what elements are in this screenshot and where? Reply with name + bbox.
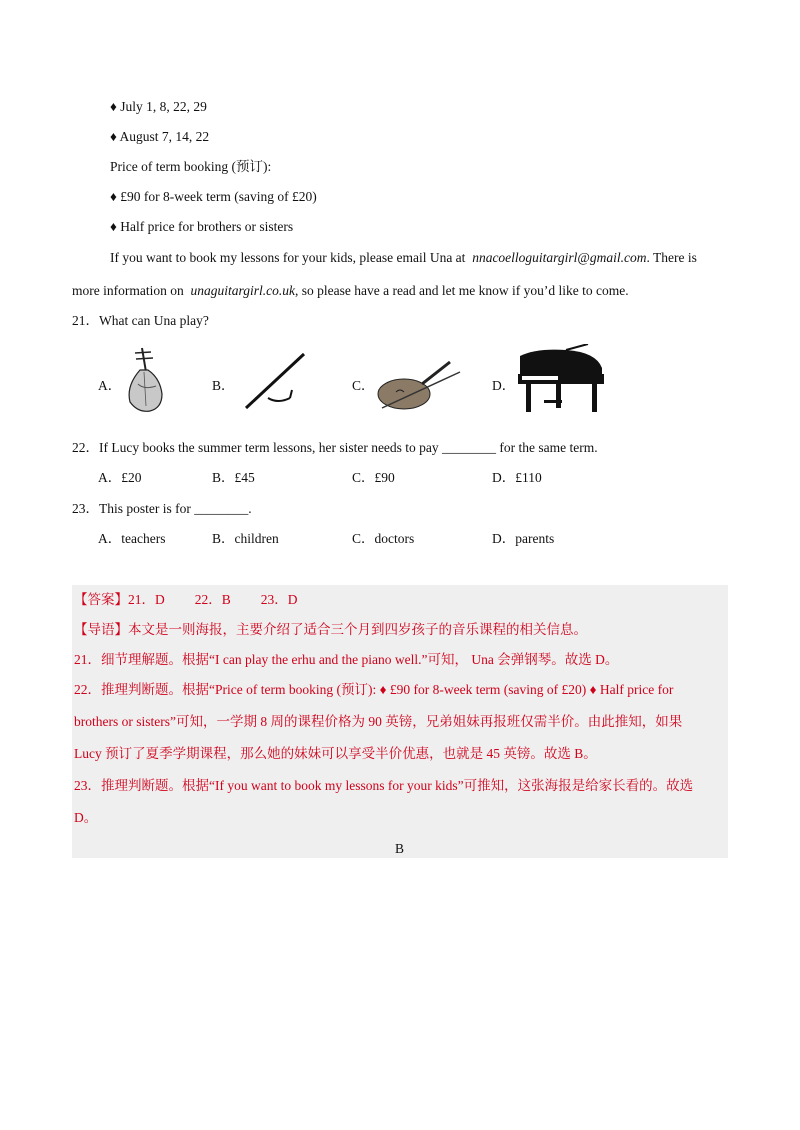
contact-line-2 xyxy=(72,282,629,300)
pipa-icon xyxy=(118,346,170,414)
q23-option-b[interactable]: B．children xyxy=(212,531,279,546)
email-link[interactable]: nnacoelloguitargirl@gmail.com xyxy=(472,250,647,265)
answer-tag: 【答案】 xyxy=(74,592,128,607)
contact-text-2b: , so please have a read and let me know if you’d like to come. xyxy=(294,283,629,298)
q21-option-c-label: C． xyxy=(352,378,375,393)
answer-21: 21．D xyxy=(128,592,165,607)
guide-line xyxy=(74,621,587,639)
guide-tag: 【导语】 xyxy=(74,622,128,637)
q22-stem: 22．If Lucy books the summer term lessons, her sister needs to pay ________ for the same term. xyxy=(72,440,598,455)
price-heading: Price of term booking (预订): xyxy=(110,159,272,174)
q21-stem: 21．What can Una play? xyxy=(72,313,209,328)
q23-option-a[interactable]: A．teachers xyxy=(98,531,166,546)
guide-text: 本文是一则海报，主要介绍了适合三个月到四岁孩子的音乐课程的相关信息。 xyxy=(128,622,587,637)
contact-line-1 xyxy=(110,249,697,267)
violin-icon xyxy=(372,352,464,414)
q22-option-a[interactable]: A．£20 xyxy=(98,470,142,485)
explanation-23-line-1: 23．推理判断题。根据“If you want to book my lessons for your kids”可推知，这张海报是给家长看的。故选 xyxy=(74,778,694,793)
explanation-23-line-2: D。 xyxy=(74,810,98,825)
q21-option-b-label: B． xyxy=(212,378,235,393)
price-siblings: ♦ Half price for brothers or sisters xyxy=(110,219,294,234)
q23-stem: 23．This poster is for ________. xyxy=(72,501,252,516)
q23-option-c[interactable]: C．doctors xyxy=(352,531,415,546)
explanation-22-line-1: 22．推理判断题。根据“Price of term booking (预订): ♦ £90 for 8-week term (saving of £20) ♦ Half price for xyxy=(74,682,674,697)
explanation-22-line-3: Lucy 预订了夏季学期课程，那么她的妹妹可以享受半价优惠，也就是 45 英镑。故选 B。 xyxy=(74,746,597,761)
q22-option-c[interactable]: C．£90 xyxy=(352,470,395,485)
flute-icon xyxy=(238,350,310,412)
answer-line xyxy=(74,591,298,609)
contact-text-1b: . There is xyxy=(646,250,697,265)
piano-icon xyxy=(516,344,606,416)
q23-option-d[interactable]: D．parents xyxy=(492,531,555,546)
q22-option-d[interactable]: D．£110 xyxy=(492,470,542,485)
q21-option-a-label: A． xyxy=(98,378,122,393)
schedule-august: ♦ August 7, 14, 22 xyxy=(110,129,210,144)
price-term: ♦ £90 for 8-week term (saving of £20) xyxy=(110,189,317,204)
contact-text-2a: more information on xyxy=(72,283,184,298)
q21-option-d-label: D． xyxy=(492,378,516,393)
contact-text-1a: If you want to book my lessons for your kids, please email Una at xyxy=(110,250,466,265)
answer-22: 22．B xyxy=(194,592,231,607)
schedule-july: ♦ July 1, 8, 22, 29 xyxy=(110,99,207,114)
explanation-21: 21．细节理解题。根据“I can play the erhu and the piano well.”可知， Una 会弹钢琴。故选 D。 xyxy=(74,652,619,667)
footer-mark: B xyxy=(395,841,405,856)
answer-23: 23．D xyxy=(260,592,298,607)
q22-option-b[interactable]: B．£45 xyxy=(212,470,255,485)
website-link[interactable]: unaguitargirl.co.uk xyxy=(190,283,295,298)
explanation-22-line-2: brothers or sisters”可知，一学期 8 周的课程价格为 90 英镑，兄弟姐妹再报班仅需半价。由此推知，如果 xyxy=(74,714,683,729)
